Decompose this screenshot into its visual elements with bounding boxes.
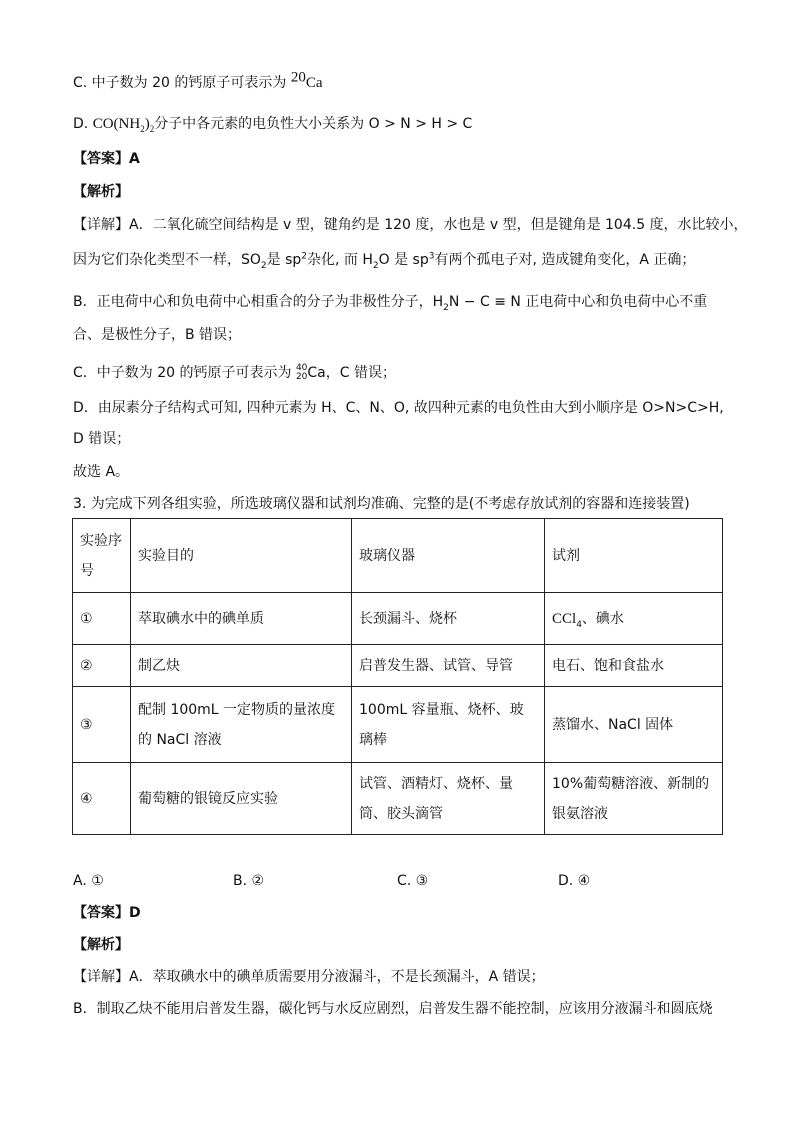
table-header-row	[73, 519, 723, 593]
table-row: ① 萃取碘水中的碘单质 长颈漏斗、烧杯 CCl$_4$、碘水	[73, 593, 723, 645]
detail-line: B．正电荷中心和负电荷中心相重合的分子为非极性分子，$H_2N - C \equiv N$ 正电荷中心和负电荷中心不重	[73, 294, 708, 313]
detail-line: 故选 A。	[73, 464, 130, 480]
detail-line: B．制取乙炔不能用启普发生器，碳化钙与水反应剧烈，启普发生器不能控制，应该用分液漏斗和圆底烧	[73, 1001, 713, 1017]
option-d: D. $CO(NH_2)_2$分子中各元素的电负性大小关系为 O > N > H > C	[73, 116, 473, 134]
table-row: ② 制乙炔 启普发生器、试管、导管 电石、饱和食盐水	[73, 645, 723, 687]
option-c: C. ③	[397, 873, 429, 889]
detail-line: C．中子数为 20 的钙原子可表示为 40 20 Ca，C 错误；	[73, 363, 396, 382]
detail-line: D 错误；	[73, 431, 131, 447]
analysis-label: 【解析】	[73, 184, 129, 200]
answer-label: 【答案】D	[73, 905, 141, 921]
detail-line: 合、是极性分子，B 错误；	[73, 327, 242, 343]
detail-line: D．由尿素分子结构式可知, 四种元素为 H、C、N、O, 故四种元素的电负性由大到小顺序是 O>N>C>H,	[73, 400, 724, 416]
detail-line: 【详解】A．二氧化硫空间结构是 v 型，键角约是 120 度，水也是 v 型，但是键角是 104.5 度，水比较小，	[73, 217, 748, 233]
option-a: A. ①	[73, 873, 104, 889]
table-row: ③ 配制 100mL 一定物质的量浓度的 NaCl 溶液 100mL 容量瓶、烧杯、玻璃棒 蒸馏水、NaCl 固体	[73, 687, 723, 763]
option-c: C. 中子数为 20 的钙原子可表示为 $^{20}$Ca	[73, 69, 323, 91]
table-row: ④ 葡萄糖的银镜反应实验 试管、酒精灯、烧杯、量筒、胶头滴管 10%葡萄糖溶液、新制的银氨溶液	[73, 763, 723, 835]
analysis-label: 【解析】	[73, 937, 129, 953]
answer-label: 【答案】A	[73, 151, 140, 167]
header-cell: 玻璃仪器	[352, 519, 545, 593]
answer-options	[73, 871, 733, 891]
question-stem: 3. 为完成下列各组实验，所选玻璃仪器和试剂均准确、完整的是(不考虑存放试剂的容器和连接装置)	[73, 496, 690, 512]
option-b: B. ②	[233, 873, 265, 889]
header-cell: 实验序号	[73, 519, 131, 593]
experiment-table	[72, 518, 723, 835]
header-cell: 试剂	[545, 519, 723, 593]
detail-line: 【详解】A．萃取碘水中的碘单质需要用分液漏斗，不是长颈漏斗，A 错误；	[73, 969, 545, 985]
header-cell: 实验目的	[131, 519, 352, 593]
detail-line: 因为它们杂化类型不一样，$SO_2$是 $sp^2$杂化, 而 $H_2O$ 是 $sp^3$有两个孤电子对, 造成键角变化，A 正确；	[73, 251, 696, 271]
urea-formula: $CO(NH_2)_2$	[92, 116, 155, 134]
option-d: D. ④	[558, 873, 591, 889]
